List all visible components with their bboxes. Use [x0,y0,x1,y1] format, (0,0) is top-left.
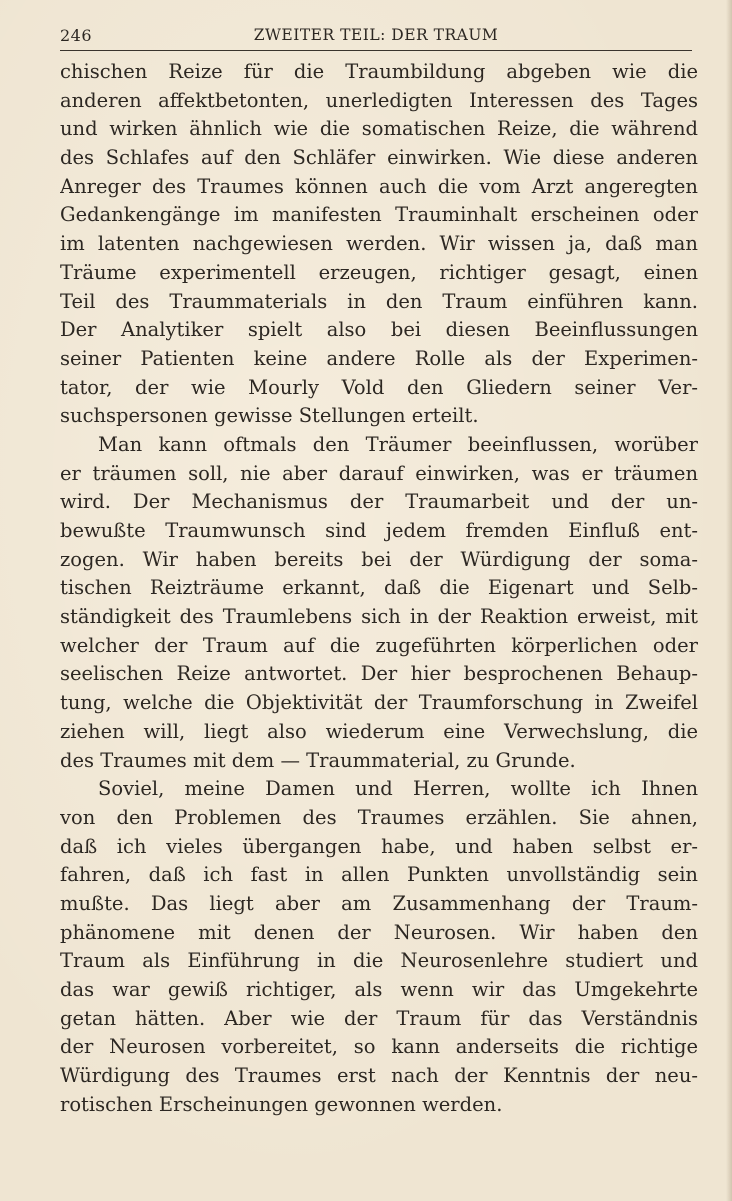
body-text [60,58,698,1119]
text-line: Traum als Einführung in die Neurosenlehre studiert und [60,949,698,973]
running-title: ZWEITER TEIL: DER TRAUM [253,26,499,44]
text-line: getan hätten. Aber wie der Traum für das Verständnis [60,1006,698,1030]
text-line: welcher der Traum auf die zugeführten körperlichen oder [60,633,698,657]
text-line: im latenten nachgewiesen werden. Wir wissen ja, daß man [60,232,698,256]
text-line: anderen affektbetonten, unerledigten Interessen des Tages [60,88,698,112]
page-edge-shadow [726,0,732,1201]
text-line: seelischen Reize antwortet. Der hier besprochenen Behaup- [60,662,698,686]
text-line: tung, welche die Objektivität der Traumforschung in Zweifel [60,691,698,715]
text-line: Gedankengänge im manifesten Trauminhalt erscheinen oder [60,203,698,227]
text-line: der Neurosen vorbereitet, so kann anderseits die richtige [60,1035,698,1059]
text-line: er träumen soll, nie aber darauf einwirken, was er träumen [60,461,698,485]
text-line: von den Problemen des Traumes erzählen. Sie ahnen, [60,805,698,829]
text-line: zogen. Wir haben bereits bei der Würdigung der soma- [60,547,698,571]
text-line: suchspersonen gewisse Stellungen erteilt. [60,404,479,428]
text-line: chischen Reize für die Traumbildung abgeben wie die [60,60,698,83]
page-number: 246 [60,26,93,45]
text-line: Der Analytiker spielt also bei diesen Beeinflussungen [60,318,698,342]
text-line: tator, der wie Mourly Vold den Gliedern seiner Ver- [60,375,698,399]
text-line: ziehen will, liegt also wiederum eine Verwechslung, die [60,719,698,743]
text-line: phänomene mit denen der Neurosen. Wir haben den [60,920,698,944]
text-line: Soviel, meine Damen und Herren, wollte ich Ihnen [98,777,698,801]
text-line: seiner Patienten keine andere Rolle als der Experimen- [60,346,698,370]
text-line: mußte. Das liegt aber am Zusammenhang der Traum- [60,891,698,915]
page-header [60,26,692,51]
text-line: ständigkeit des Traumlebens sich in der Reaktion erweist, mit [60,605,698,629]
text-line: daß ich vieles übergangen habe, und haben selbst er- [60,834,698,858]
text-line: Anreger des Traumes können auch die vom Arzt angeregten [60,174,698,198]
text-line: bewußte Traumwunsch sind jedem fremden Einfluß ent- [60,519,698,542]
text-line: tischen Reizträume erkannt, daß die Eigenart und Selb- [60,576,698,600]
text-line: Man kann oftmals den Träumer beeinflussen, worüber [98,432,698,456]
text-line: rotischen Erscheinungen gewonnen werden. [60,1092,503,1116]
text-line: fahren, daß ich fast in allen Punkten unvollständig sein [60,863,698,887]
text-line: Teil des Traummaterials in den Traum einführen kann. [60,289,698,313]
text-line: Träume experimentell erzeugen, richtiger gesagt, einen [60,260,698,284]
text-line: des Traumes mit dem — Traummaterial, zu Grunde. [60,748,576,772]
text-line: das war gewiß richtiger, als wenn wir das Umgekehrte [60,978,698,1001]
text-line: Würdigung des Traumes erst nach der Kenntnis der neu- [60,1064,698,1088]
text-line: des Schlafes auf den Schläfer einwirken. Wie diese anderen [60,146,698,170]
text-line: und wirken ähnlich wie die somatischen Reize, die während [60,117,698,141]
text-line: wird. Der Mechanismus der Traumarbeit und der un- [60,490,698,514]
